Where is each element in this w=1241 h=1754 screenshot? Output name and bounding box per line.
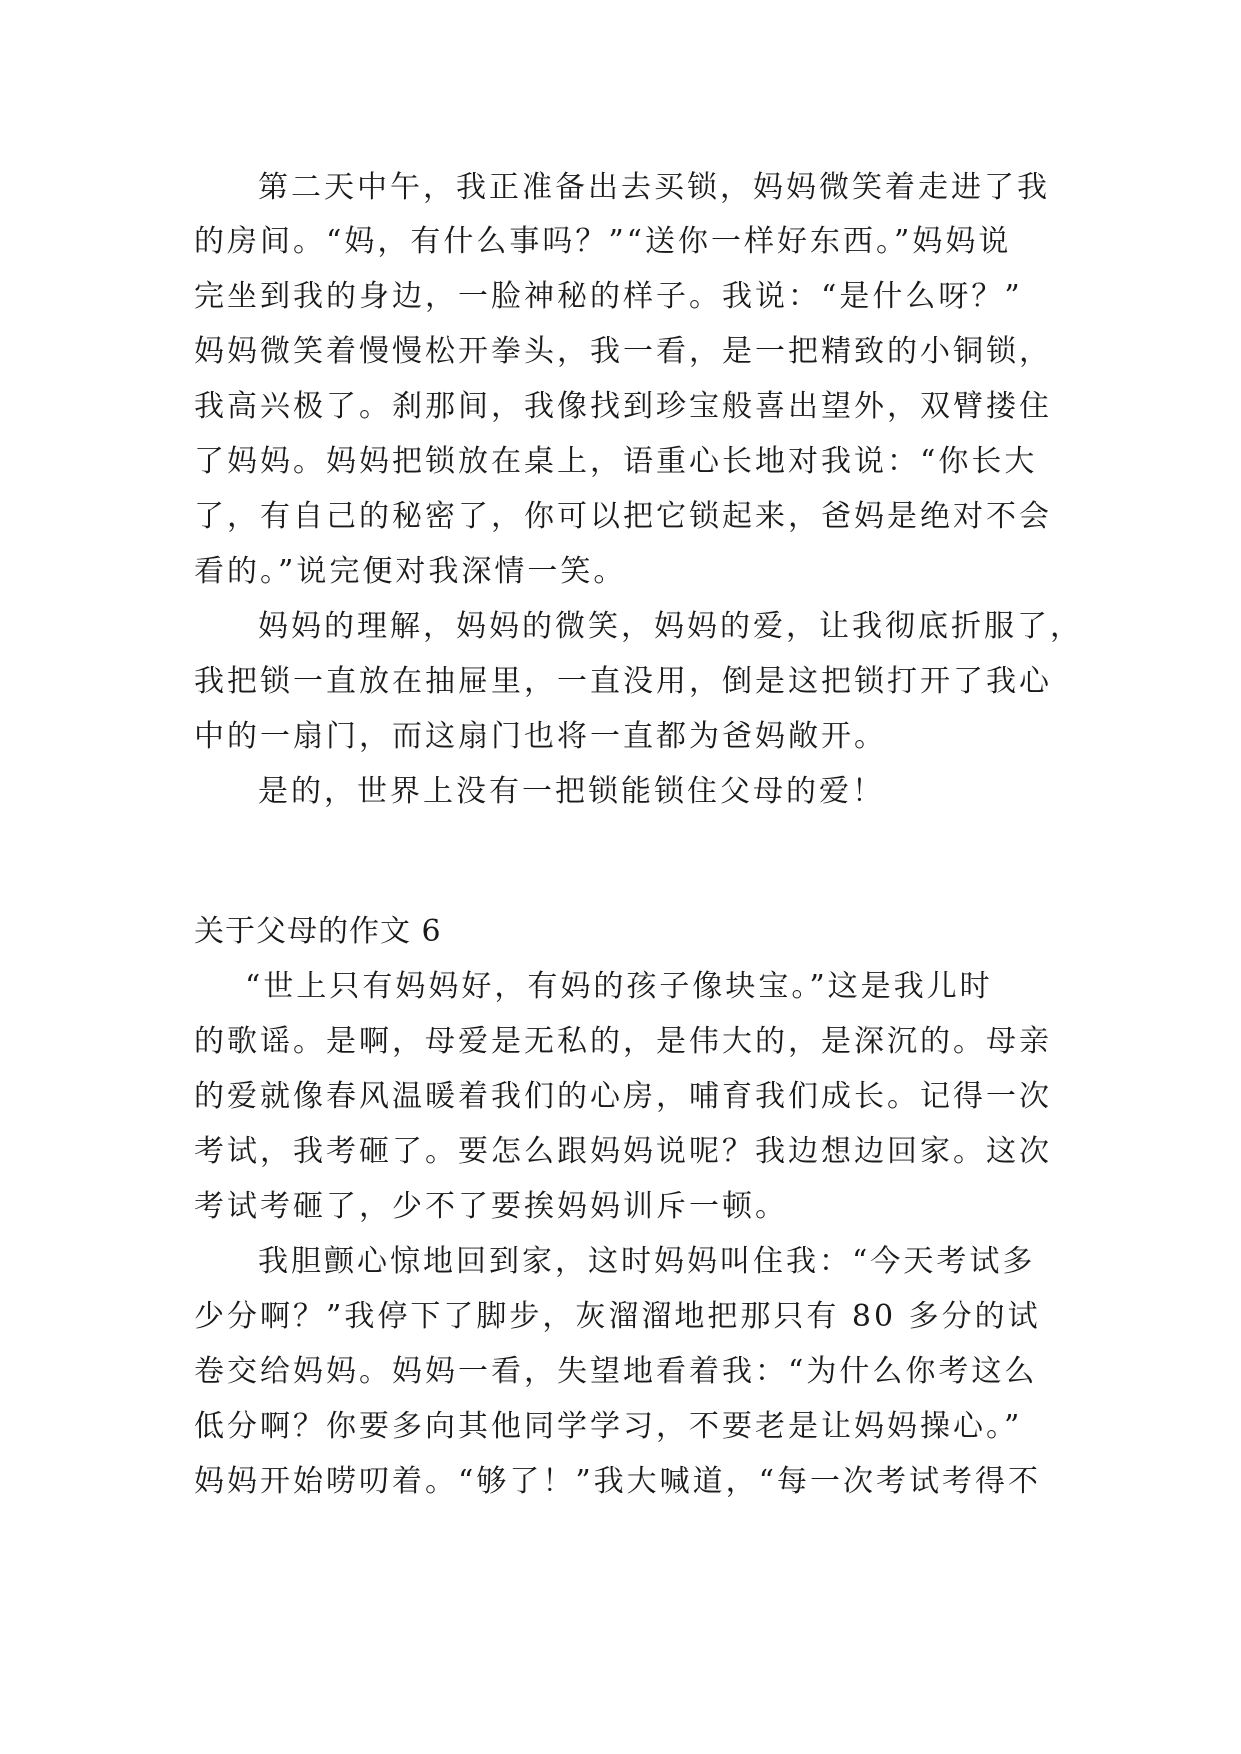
paragraph-line: 第二天中午，我正准备出去买锁，妈妈微笑着走进了我 [258, 170, 1050, 205]
paragraph-line: 看的。”说完便对我深情一笑。 [194, 554, 627, 589]
paragraph-line: 妈妈开始唠叨着。“够了！”我大喊道，“每一次考试考得不 [194, 1464, 1042, 1499]
paragraph-line: 的歌谣。是啊，母爱是无私的，是伟大的，是深沉的。母亲 [194, 1024, 1052, 1059]
paragraph-line: 妈妈微笑着慢慢松开拳头，我一看，是一把精致的小铜锁， [194, 334, 1052, 369]
paragraph-line: 完坐到我的身边，一脸神秘的样子。我说：“是什么呀？” [194, 279, 1023, 314]
paragraph-line: 卷交给妈妈。妈妈一看，失望地看着我：“为什么你考这么 [194, 1354, 1038, 1389]
paragraph-line: “世上只有妈妈好，有妈的孩子像块宝。”这是我儿时 [245, 969, 993, 1004]
paragraph-line: 是的，世界上没有一把锁能锁住父母的爱！ [258, 774, 885, 809]
paragraph-line: 我把锁一直放在抽屉里，一直没用，倒是这把锁打开了我心 [194, 664, 1052, 699]
paragraph-line: 了，有自己的秘密了，你可以把它锁起来，爸妈是绝对不会 [194, 499, 1052, 534]
paragraph-line: 我高兴极了。刹那间，我像找到珍宝般喜出望外，双臂搂住 [194, 389, 1052, 424]
paragraph-line: 的爱就像春风温暖着我们的心房，哺育我们成长。记得一次 [194, 1079, 1052, 1114]
paragraph-line: 低分啊？你要多向其他同学学习，不要老是让妈妈操心。” [194, 1409, 1023, 1444]
paragraph-line: 考试，我考砸了。要怎么跟妈妈说呢？我边想边回家。这次 [194, 1134, 1052, 1169]
paragraph-line: 的房间。“妈，有什么事吗？”“送你一样好东西。”妈妈说 [194, 224, 1012, 259]
section-heading: 关于父母的作文 6 [194, 914, 442, 949]
paragraph-line: 妈妈的理解，妈妈的微笑，妈妈的爱，让我彻底折服了， [258, 609, 1083, 644]
paragraph-line: 少分啊？”我停下了脚步，灰溜溜地把那只有 80 多分的试 [194, 1299, 1041, 1334]
paragraph-line: 我胆颤心惊地回到家，这时妈妈叫住我：“今天考试多 [258, 1244, 1036, 1279]
paragraph-line: 了妈妈。妈妈把锁放在桌上，语重心长地对我说：“你长大 [194, 444, 1038, 479]
paragraph-line: 考试考砸了，少不了要挨妈妈训斥一顿。 [194, 1189, 788, 1224]
paragraph-line: 中的一扇门，而这扇门也将一直都为爸妈敞开。 [194, 719, 887, 754]
